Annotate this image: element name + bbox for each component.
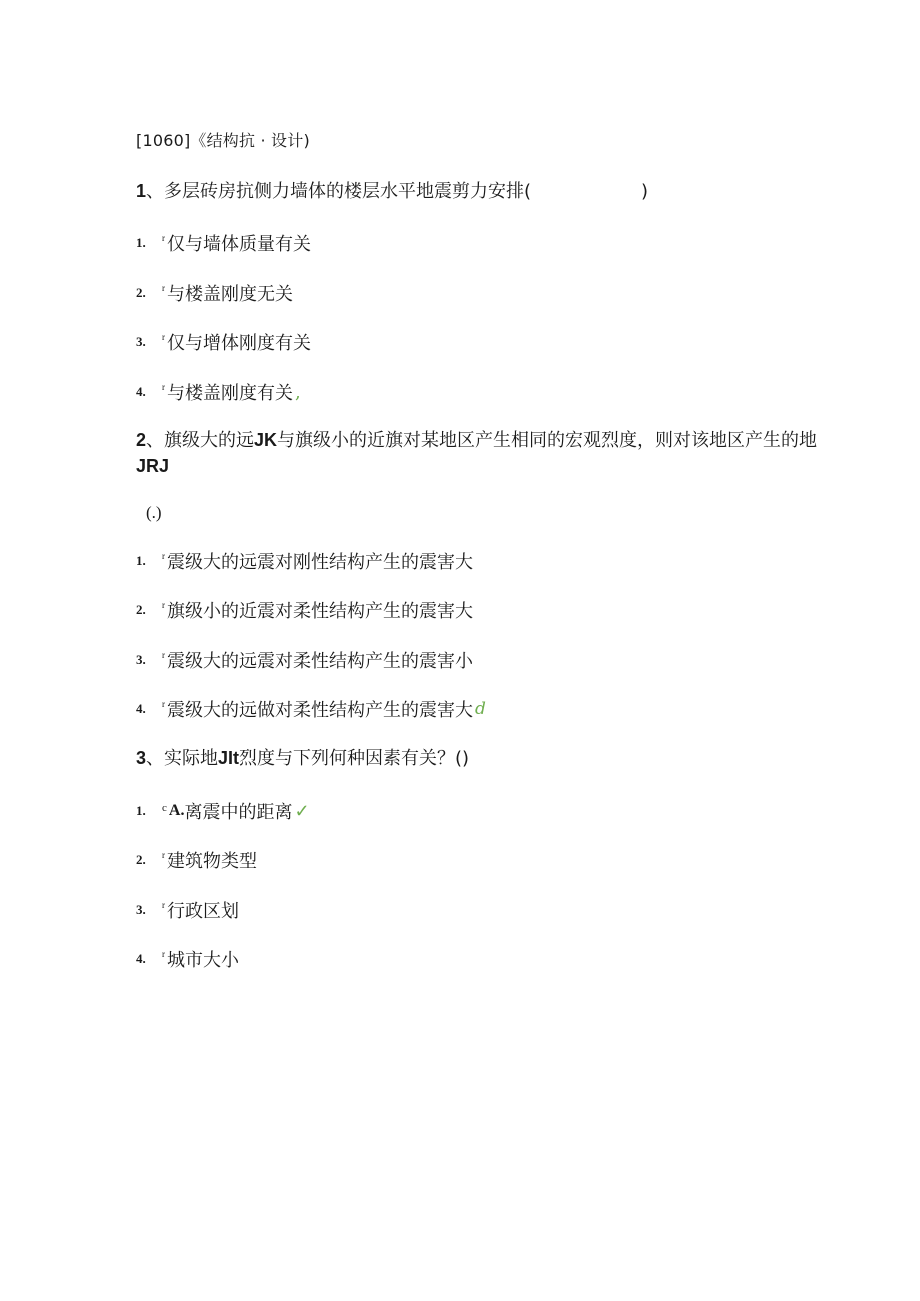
radio-icon[interactable]: r	[162, 900, 165, 910]
option-text: 建筑物类型	[167, 851, 257, 872]
question-1	[136, 176, 648, 207]
option-text: 仅与增体刚度有关	[167, 333, 311, 354]
radio-icon[interactable]: r	[162, 283, 165, 293]
checkmark-icon: ✓	[294, 800, 310, 822]
option-prefix: A.	[168, 802, 185, 819]
option-q1-3[interactable]	[136, 328, 311, 356]
option-q2-3[interactable]	[136, 646, 473, 674]
radio-icon[interactable]: r	[162, 850, 165, 860]
option-q3-4[interactable]	[136, 945, 239, 973]
answer-paren: (.)	[146, 503, 162, 522]
question-2-continuation: JRJ	[136, 456, 170, 476]
option-text: 城市大小	[167, 950, 239, 971]
option-text: 震级大的远做对柔性结构产生的震害大	[167, 700, 473, 721]
question-separator: 、	[146, 181, 165, 202]
option-text: 震级大的远震对刚性结构产生的震害大	[167, 552, 473, 573]
option-number: 3.	[136, 334, 146, 349]
question-text-a: 实际地	[164, 748, 219, 769]
radio-icon[interactable]: r	[162, 332, 165, 342]
option-q1-2[interactable]	[136, 279, 293, 307]
question-text-b: 烈度与下列何种因素有关？()	[239, 748, 470, 769]
option-q2-1[interactable]	[136, 547, 473, 575]
question-number: 1	[136, 181, 147, 201]
option-text: 与楼盖刚度无关	[167, 284, 293, 305]
option-text: 旗级小的近震对柔性结构产生的震害大	[167, 601, 473, 622]
option-number: 2.	[136, 285, 146, 300]
question-number: 2	[136, 430, 147, 450]
radio-icon[interactable]: r	[162, 650, 165, 660]
radio-icon[interactable]: r	[162, 600, 165, 610]
option-number: 2.	[136, 852, 146, 867]
option-text: 行政区划	[167, 901, 239, 922]
option-q1-4[interactable]	[136, 378, 301, 406]
option-q2-4[interactable]	[136, 695, 486, 723]
question-close-paren: )	[641, 181, 649, 202]
question-separator: 、	[146, 748, 165, 769]
radio-icon[interactable]: r	[162, 233, 165, 243]
option-number: 4.	[136, 384, 146, 399]
option-text: 震级大的远震对柔性结构产生的震害小	[167, 651, 473, 672]
correct-mark-icon: d	[475, 699, 486, 719]
question-text-a: 旗级大的远	[164, 430, 255, 451]
page-header: [1060]《结构抗 · 设计)	[136, 131, 310, 150]
question-garbled-text: JK	[254, 430, 278, 450]
option-number: 2.	[136, 602, 146, 617]
option-q3-1[interactable]	[136, 797, 310, 825]
option-number: 3.	[136, 902, 146, 917]
radio-icon[interactable]: r	[162, 382, 165, 392]
question-2	[136, 425, 817, 456]
question-3	[136, 743, 469, 774]
option-q1-1[interactable]	[136, 229, 311, 257]
option-q3-2[interactable]	[136, 846, 257, 874]
option-q2-2[interactable]	[136, 596, 473, 624]
question-text: 多层砖房抗侧力墙体的楼层水平地震剪力安排(	[164, 181, 532, 202]
radio-icon[interactable]: c	[162, 802, 167, 814]
radio-icon[interactable]: r	[162, 551, 165, 561]
option-number: 1.	[136, 235, 146, 250]
option-number: 3.	[136, 652, 146, 667]
option-text: 与楼盖刚度有关	[167, 383, 293, 404]
radio-icon[interactable]: r	[162, 699, 165, 709]
option-text: 离震中的距离	[184, 802, 293, 823]
correct-mark-icon: ,	[295, 381, 301, 403]
option-number: 1.	[136, 553, 146, 568]
option-number: 4.	[136, 701, 146, 716]
option-q3-3[interactable]	[136, 896, 239, 924]
option-number: 1.	[136, 803, 146, 818]
option-number: 4.	[136, 951, 146, 966]
question-garbled-text: JIt	[218, 748, 240, 768]
radio-icon[interactable]: r	[162, 949, 165, 959]
option-text: 仅与墙体质量有关	[167, 234, 311, 255]
question-text-b: 与旗级小的近旗对某地区产生相同的宏观烈度，则对该地区产生的地	[277, 430, 818, 451]
question-number: 3	[136, 748, 147, 768]
question-separator: 、	[146, 430, 165, 451]
